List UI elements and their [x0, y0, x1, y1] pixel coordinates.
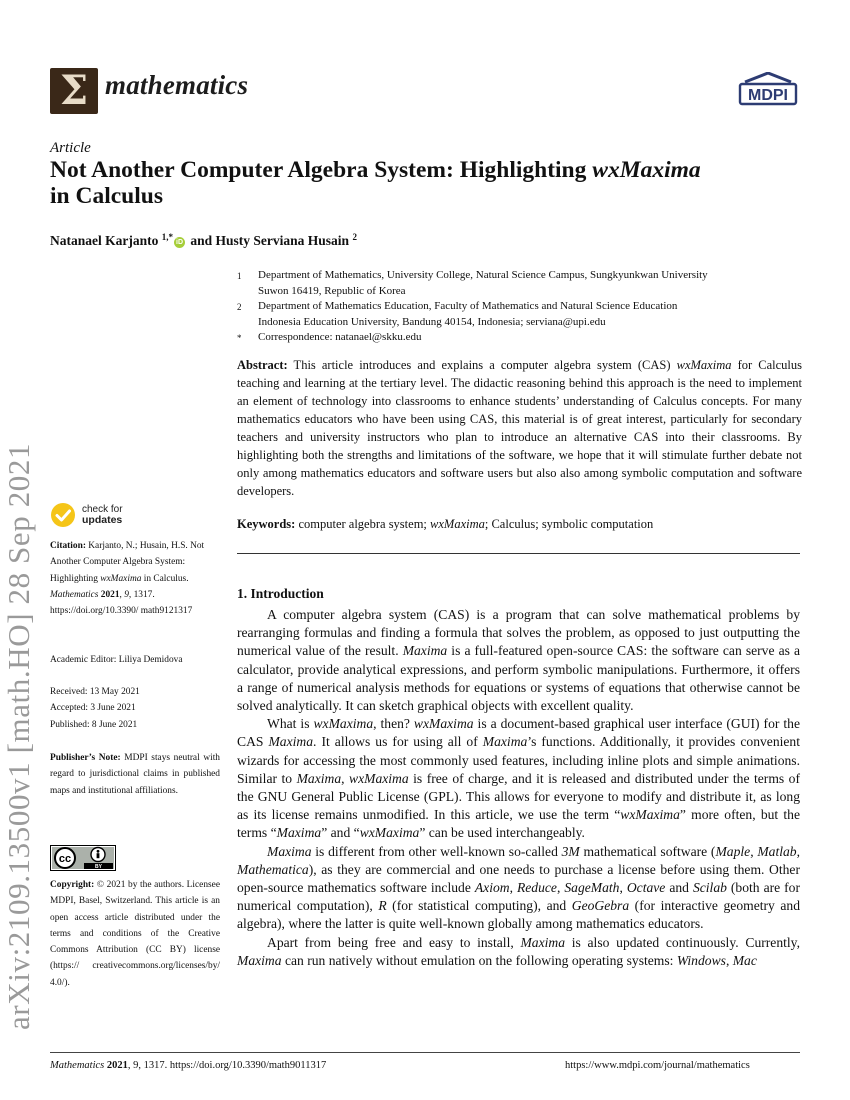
- body-text: [237, 606, 800, 970]
- text-italic: Mathematica: [237, 861, 309, 877]
- check-for-updates-button[interactable]: [50, 502, 123, 528]
- affiliation-num: *: [237, 333, 242, 343]
- text-italic: wxMaxima: [100, 573, 142, 584]
- abstract-italic: wxMaxima: [676, 358, 732, 372]
- affiliation-line: Indonesia Education University, Bandung 40154, Indonesia; serviana@upi.edu: [258, 315, 606, 328]
- text-italic: wxMaxima: [620, 807, 680, 823]
- text-italic: Maxima: [267, 843, 312, 859]
- divider: [237, 553, 800, 554]
- text-italic: wxMaxima: [313, 716, 374, 732]
- text-italic: 3M: [561, 843, 580, 859]
- text-run: is different from other well-known so-called: [311, 843, 562, 859]
- text-italic: Maxima: [482, 734, 528, 750]
- page-title: [50, 157, 810, 209]
- text-run: A computer algebra system (CAS) is a program that can solve mathematical problems by rearranging formulas and finding a formula that solves the problem, as opposed to just outputting the numerical value of the result.: [237, 607, 800, 659]
- text-run: ,: [619, 880, 627, 896]
- text-run: can run natively without emulation on the following operating systems:: [281, 952, 677, 968]
- affiliation-num: 1: [237, 271, 242, 281]
- text-run: What is: [267, 716, 314, 732]
- copyright-text: © 2021 by the authors. Licensee MDPI, Basel, Switzerland. This article is an open access article distributed under the terms and conditions of the Creative Commons Attribution (CC BY) license (https:// creativecommons.org/licenses/by/ 4.0/).: [50, 880, 220, 988]
- text-run: Karjanto, N.; Husain, H.S. Not Another Computer Algebra System: Highlighting: [50, 541, 205, 584]
- check-updates-line: check for: [82, 504, 123, 515]
- orcid-icon[interactable]: iD: [176, 239, 183, 246]
- text-italic: Maxima: [296, 770, 342, 786]
- text-run: (for statistical computing), and: [386, 898, 572, 914]
- text-italic: wxMaxima: [359, 825, 420, 841]
- correspondence[interactable]: Correspondence: natanael@skku.edu: [258, 331, 422, 343]
- text-run: is a document-based graphical user interface (GUI) for the CAS: [237, 716, 800, 750]
- mdpi-logo-text: MDPI: [748, 87, 788, 104]
- text-italic: R: [378, 898, 387, 914]
- accepted-date: Accepted: 3 June 2021: [50, 703, 136, 714]
- keyword-text: computer algebra system;: [295, 517, 431, 531]
- affiliation-line: Department of Mathematics, University College, Natural Science Campus, Sungkyunkwan University: [258, 269, 708, 281]
- note-label: Publisher’s Note:: [50, 753, 121, 763]
- article-type: Article: [50, 140, 91, 156]
- text-run: and: [665, 880, 693, 896]
- affiliation-item: [237, 330, 807, 347]
- text-italic: Maxima: [520, 934, 566, 950]
- keywords: [237, 517, 802, 532]
- affiliation-item: [237, 299, 807, 330]
- text-italic: Windows: [676, 952, 726, 968]
- academic-editor: Academic Editor: Liliya Demidova: [50, 655, 183, 665]
- paragraph: [237, 606, 800, 715]
- text-italic: wxMaxima: [349, 770, 409, 786]
- text-italic: Maxima: [402, 643, 448, 659]
- footer-journal-link[interactable]: https://www.mdpi.com/journal/mathematics: [565, 1060, 750, 1071]
- text-run: is a full-featured open-source CAS: the software can serve as a calculator, provide analytical expressions, and perform symbolic manipulations. Furthermore, it offers a range of numerical analysis methods for equations or systems of equations that otherwise cannot be solved analytically. It can sketch graphical objects with excellent quality.: [237, 643, 801, 714]
- copyright: [50, 877, 220, 991]
- text-italic: Matlab: [757, 843, 797, 859]
- text-run: ,: [750, 843, 758, 859]
- authors: [50, 232, 357, 249]
- text-italic: Maxima: [268, 734, 314, 750]
- received-date: Received: 13 May 2021: [50, 687, 140, 697]
- affiliation-num: 2: [237, 302, 242, 312]
- abstract-text: for Calculus teaching and learning at the tertiary level. The didactic reasoning behind this approach is the need to implement an element of technology into classrooms to enhance students’ understanding of Calculus concepts. For many mathematics educators who have been using CAS, this material is of great interest, particularly for secondary teachers and university instructors who plan to introduce an alternative CAS into their classrooms. By highlighting both the strengths and limitations of the software, we hope that it will stimulate further debate not only among mathematics educators and software users but also also among symbolic computation and software developers.: [237, 358, 802, 498]
- text-italic: Axiom: [474, 880, 510, 896]
- author-2[interactable]: Husty Serviana Husain: [215, 233, 350, 248]
- section-heading: 1. Introduction: [237, 586, 324, 601]
- paragraph: [237, 715, 800, 842]
- text-run: ” and “: [321, 825, 360, 841]
- publication-dates: [50, 684, 220, 733]
- copyright-label: Copyright:: [50, 880, 95, 890]
- title-text-line2: in Calculus: [50, 183, 163, 209]
- check-updates-icon: [50, 502, 76, 528]
- text-italic: Maxima: [237, 952, 282, 968]
- keyword-italic: wxMaxima: [430, 517, 485, 531]
- affiliation-item: [237, 268, 807, 299]
- cc-by-license-icon[interactable]: [50, 845, 116, 871]
- text-run: . It allows us for using all of: [313, 734, 483, 750]
- affiliation-line: Suwon 16419, Republic of Korea: [258, 284, 406, 297]
- text-run: ,: [341, 770, 350, 786]
- paragraph: [237, 934, 800, 970]
- text-run: ” more often, but the terms “: [237, 807, 800, 841]
- author-1-sup: 1,*: [161, 232, 173, 242]
- check-updates-label: [82, 504, 123, 526]
- footer-journal: Mathematics: [50, 1060, 105, 1071]
- footer-year: 2021: [104, 1060, 128, 1071]
- note-text: MDPI stays neutral with regard to jurisdictional claims in published maps and institutional affiliations.: [50, 753, 220, 796]
- text-italic: Maxima: [276, 825, 322, 841]
- footer-divider: [50, 1052, 800, 1053]
- text-run: in Calculus.: [141, 573, 189, 584]
- footer-doi[interactable]: , 9, 1317. https://doi.org/10.3390/math9011317: [127, 1060, 327, 1071]
- text-italic: Mac: [732, 952, 757, 968]
- citation-doi[interactable]: , 1317. https://doi.org/10.3390/ math9121317: [50, 589, 193, 617]
- citation-label: Citation:: [50, 541, 86, 551]
- text-run: ” can be used interchangeably.: [419, 825, 585, 841]
- text-italic: GeoGebra: [571, 898, 630, 914]
- paragraph: [237, 843, 800, 934]
- published-date: Published: 8 June 2021: [50, 719, 138, 730]
- abstract-label: Abstract:: [237, 358, 288, 372]
- check-updates-line: updates: [82, 514, 123, 526]
- title-italic: wxMaxima: [592, 157, 701, 183]
- text-run: (both are for numerical computation),: [237, 880, 800, 914]
- abstract-text: This article introduces and explains a computer algebra system (CAS): [287, 358, 677, 372]
- affiliation-line: Department of Mathematics Education, Faculty of Mathematics and Natural Science Education: [258, 300, 678, 312]
- text-run: , then?: [373, 716, 414, 732]
- text-run: ,: [556, 880, 565, 896]
- publisher-note: [50, 750, 220, 799]
- text-run: is also updated continuously. Currently,: [565, 934, 800, 950]
- text-italic: SageMath: [564, 880, 620, 896]
- text-run: Apart from being free and easy to install,: [267, 934, 521, 950]
- text-run: ,: [796, 843, 801, 859]
- text-run: mathematical software (: [579, 843, 716, 859]
- text-italic: 9: [124, 589, 129, 600]
- text-run: ,: [725, 952, 733, 968]
- text-run: ’s functions. Additionally, it provides convenient wizards for accessing the most commonly used features, including inline plots and simple animations. Similar to: [237, 734, 801, 786]
- sigma-icon: Σ: [59, 67, 89, 114]
- mdpi-logo: [737, 72, 799, 106]
- journal-logo: [50, 68, 98, 114]
- abstract: [237, 356, 802, 500]
- arxiv-stamp: arXiv:2109.13500v1 [math.HO] 28 Sep 2021: [1, 442, 36, 1030]
- text-run: ,: [119, 589, 125, 600]
- title-text: Not Another Computer Algebra System: Highlighting: [50, 157, 593, 183]
- text-bold: 2021: [100, 589, 120, 600]
- keyword-text: ; Calculus; symbolic computation: [484, 517, 654, 531]
- text-run: ), as they are commercial and one needs to purchase a license before using them. Other open-source mathematics software include: [237, 861, 800, 896]
- journal-name: mathematics: [105, 70, 249, 100]
- cc-text: cc: [58, 853, 72, 865]
- keywords-label: Keywords:: [237, 517, 296, 531]
- text-italic: Mathematics: [50, 589, 99, 600]
- citation: [50, 538, 220, 619]
- author-1[interactable]: Natanael Karjanto: [50, 233, 159, 248]
- author-separator: and: [187, 233, 216, 248]
- affiliations: [237, 268, 807, 347]
- text-italic: Reduce: [516, 880, 557, 896]
- text-italic: Octave: [626, 880, 666, 896]
- text-italic: Scilab: [692, 880, 727, 896]
- cc-by-text: BY: [95, 864, 102, 870]
- text-run: is free of charge, and it is released and distributed under the terms of the GNU General Public License (GPL). This allows for everyone to modify and distribute it, as long as its license remains unmodified. In this article, we use the term “: [237, 770, 800, 823]
- text-run: (for interactive geometry and algebra), where the latter is quite well-known globally among mathematics educators.: [237, 898, 800, 932]
- text-italic: wxMaxima: [413, 716, 474, 732]
- text-run: ,: [509, 880, 517, 896]
- text-italic: Maple: [715, 843, 751, 859]
- footer-citation: [50, 1060, 326, 1071]
- author-2-sup: 2: [352, 232, 357, 242]
